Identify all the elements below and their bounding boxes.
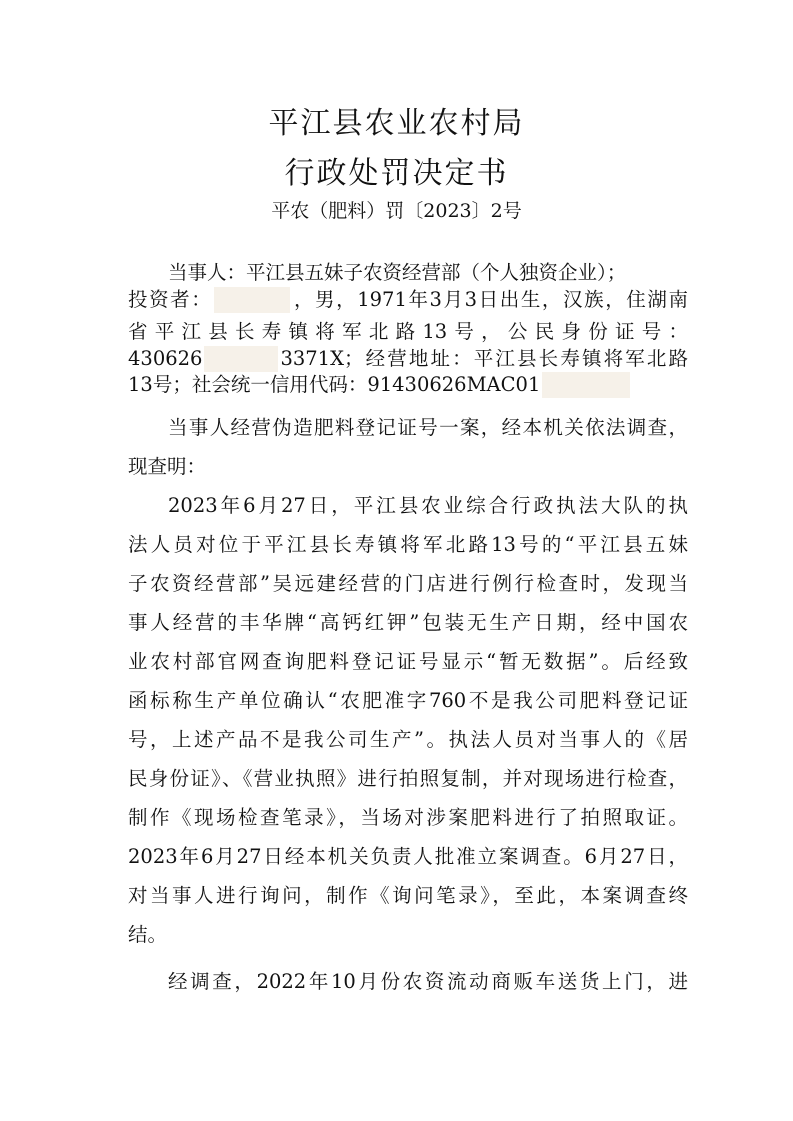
credit-code-text: 13号；社会统一信用代码：91430626MAC01 bbox=[128, 373, 541, 396]
intro-line-2: 现查明： bbox=[128, 455, 207, 478]
investor-label: 投资者： bbox=[128, 288, 213, 311]
facts-line: 2023年6月27日经本机关负责人批准立案调查。6月27日， bbox=[128, 845, 688, 868]
investor-details: ，男，1971年3月3日出生，汉族，住湖南 bbox=[292, 288, 688, 311]
id-suffix-and-address: 3371X；经营地址：平江县长寿镇将军北路 bbox=[280, 347, 688, 370]
redacted-id-block bbox=[204, 346, 278, 372]
party-investor-line bbox=[128, 287, 688, 313]
facts-line: 业农村部官网查询肥料登记证号显示“暂无数据”。后经致 bbox=[128, 650, 688, 673]
facts-line: 结。 bbox=[128, 923, 168, 946]
facts-line: 号，上述产品不是我公司生产”。执法人员对当事人的《居 bbox=[128, 728, 688, 751]
party-address-line: 省平江县长寿镇将军北路13号，公民身份证号： bbox=[128, 320, 688, 343]
facts-line: 事人经营的丰华牌“高钙红钾”包装无生产日期，经中国农 bbox=[128, 611, 688, 634]
facts-line: 子农资经营部”吴远建经营的门店进行例行检查时，发现当 bbox=[128, 572, 688, 595]
id-prefix: 430626 bbox=[128, 347, 203, 370]
intro-line-1: 当事人经营伪造肥料登记证号一案，经本机关依法调查， bbox=[168, 416, 688, 439]
facts-line: 函标称生产单位确认“农肥准字760不是我公司肥料登记证 bbox=[128, 689, 688, 712]
facts-line: 民身份证》、《营业执照》进行拍照复制，并对现场进行检查， bbox=[128, 767, 688, 790]
document-number: 平农（肥料）罚〔2023〕2号 bbox=[271, 200, 522, 222]
facts-line: 制作《现场检查笔录》，当场对涉案肥料进行了拍照取证。 bbox=[128, 806, 688, 829]
facts-line: 对当事人进行询问，制作《询问笔录》，至此，本案调查终 bbox=[128, 884, 688, 907]
document-title-agency: 平江县农业农村局 bbox=[268, 106, 525, 141]
party-credit-code-line bbox=[128, 372, 688, 398]
facts-line: 法人员对位于平江县长寿镇将军北路13号的“平江县五妹 bbox=[128, 533, 688, 556]
facts-line: 2023年6月27日，平江县农业综合行政执法大队的执 bbox=[168, 494, 688, 517]
document-title-type: 行政处罚决定书 bbox=[284, 156, 509, 191]
party-name-line: 当事人：平江县五妹子农资经营部（个人独资企业）； bbox=[168, 261, 627, 284]
redacted-credit-code-block bbox=[542, 372, 630, 398]
investigation-line-1: 经调查，2022年10月份农资流动商贩车送货上门，进 bbox=[168, 970, 688, 993]
redacted-name-block bbox=[214, 287, 290, 313]
party-id-line bbox=[128, 346, 688, 372]
